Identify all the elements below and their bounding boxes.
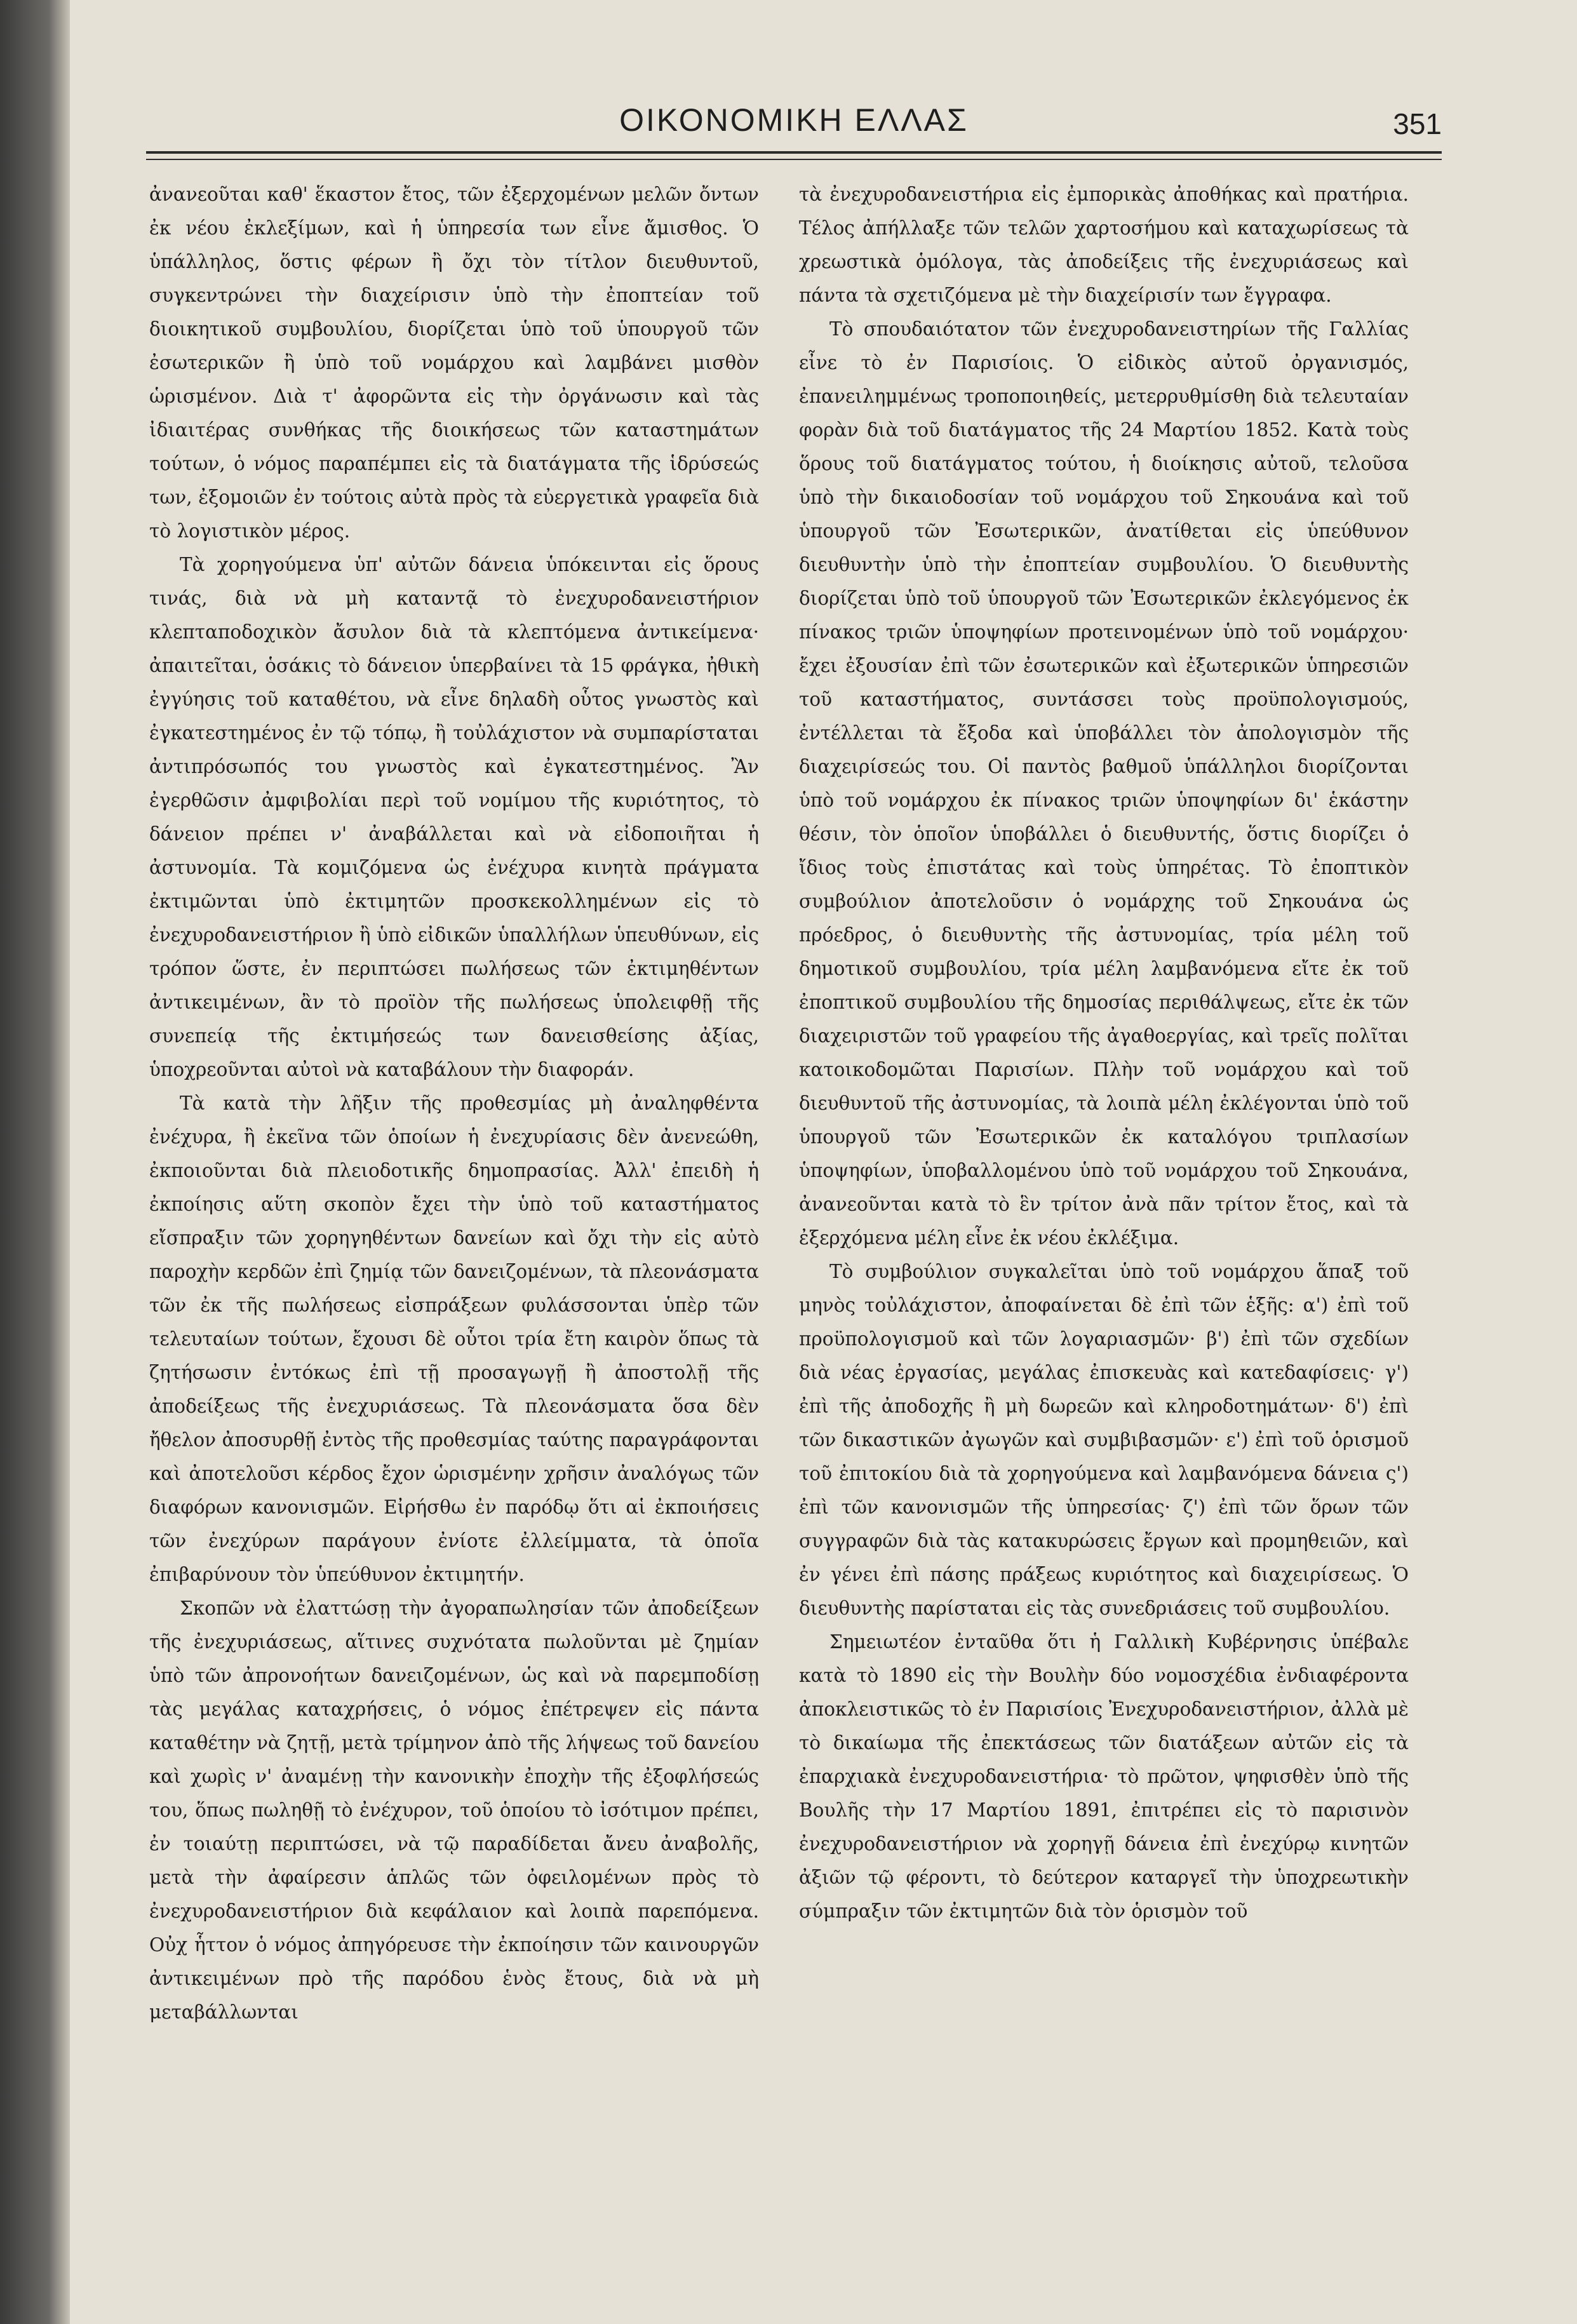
paragraph: Τὸ σπουδαιότατον τῶν ἐνεχυροδανειστηρίων τῆς Γαλλίας εἶνε τὸ ἐν Παρισίοις. Ὁ εἰδικὸς αὐτοῦ ὀργανισμός, ἐπανειλημμένως τροποποιηθείς, μετερρυθμίσθη διὰ τελευταίαν φορὰν διὰ τοῦ διατάγματος τῆς 24 Μαρτίου 1852. Κατὰ τοὺς ὅρους τοῦ διατάγματος τούτου, ἡ διοίκησις αὐτοῦ, τελοῦσα ὑπὸ τὴν δικαιοδοσίαν τοῦ νομάρχου τοῦ Σηκουάνα καὶ τοῦ ὑπουργοῦ τῶν Ἐσωτερικῶν, ἀνατίθεται εἰς ὑπεύθυνον διευθυντὴν ὑπὸ τὴν ἐποπτείαν συμβουλίου. Ὁ διευθυντὴς διορίζεται ὑπὸ τοῦ ὑπουργοῦ τῶν Ἐσωτερικῶν ἐκλεγόμενος ἐκ πίνακος τριῶν ὑποψηφίων προτεινομένων ὑπὸ τοῦ νομάρχου· ἔχει ἐξουσίαν ἐπὶ τῶν ἐσωτερικῶν καὶ ἐξωτερικῶν ὑπηρεσιῶν τοῦ καταστήματος, συντάσσει τοὺς προϋπολογισμούς, ἐντέλλεται τὰ ἔξοδα καὶ ὑποβάλλει τὸν ἀπολογισμὸν τῆς διαχειρίσεώς του. Οἱ παντὸς βαθμοῦ ὑπάλληλοι διορίζονται ὑπὸ τοῦ νομάρχου ἐκ πίνακος τριῶν ὑποψηφίων δι' ἑκάστην θέσιν, τὸν ὁποῖον ὑποβάλλει ὁ διευθυντής, ὅστις διορίζει ὁ ἴδιος τοὺς ἐπιστάτας καὶ τοὺς ὑπηρέτας. Τὸ ἐποπτικὸν συμβούλιον ἀποτελοῦσιν ὁ νομάρχης τοῦ Σηκουάνα ὡς πρόεδρος, ὁ διευθυντὴς τῆς ἀστυνομίας, τρία μέλη τοῦ δημοτικοῦ συμβουλίου, τρία μέλη λαμβανόμενα εἴτε ἐκ τοῦ ἐποπτικοῦ συμβουλίου τῆς δημοσίας περιθάλψεως, εἴτε ἐκ τῶν διαχειριστῶν τοῦ γραφείου τῆς ἀγαθοεργίας, καὶ τρεῖς πολῖται κατοικοδομῶται Παρισίων. Πλὴν τοῦ νομάρχου καὶ τοῦ διευθυντοῦ τῆς ἀστυνομίας, τὰ λοιπὰ μέλη ἐκλέγονται ὑπὸ τοῦ ὑπουργοῦ τῶν Ἐσωτερικῶν ἐκ καταλόγου τριπλασίων ὑποψηφίων, ὑποβαλλομένου ὑπὸ τοῦ νομάρχου τοῦ Σηκουάνα, ἀνανεοῦνται κατὰ τὸ ἓν τρίτον ἀνὰ πᾶν τρίτον ἔτος, καὶ τὰ ἐξερχόμενα μέλη εἶνε ἐκ νέου ἐκλέξιμα. xyxy=(799,318,1409,1249)
header-rule-thin xyxy=(146,159,1442,160)
paragraph: Τὰ χορηγούμενα ὑπ' αὐτῶν δάνεια ὑπόκεινται εἰς ὅρους τινάς, διὰ νὰ μὴ καταντᾷ τὸ ἐνεχυροδανειστήριον κλεπταποδοχικὸν ἄσυλον διὰ τὰ κλεπτόμενα ἀντικείμενα· ἀπαιτεῖται, ὁσάκις τὸ δάνειον ὑπερβαίνει τὰ 15 φράγκα, ἠθικὴ ἐγγύησις τοῦ καταθέτου, νὰ εἶνε δηλαδὴ οὗτος γνωστὸς καὶ ἐγκατεστημένος ἐν τῷ τόπῳ, ἢ τοὐλάχιστον νὰ συμπαρίσταται ἀντιπρόσωπός του γνωστὸς καὶ ἐγκατεστημένος. Ἂν ἐγερθῶσιν ἀμφιβολίαι περὶ τοῦ νομίμου τῆς κυριότητος, τὸ δάνειον πρέπει ν' ἀναβάλλεται καὶ νὰ εἰδοποιῆται ἡ ἀστυνομία. Τὰ κομιζόμενα ὡς ἐνέχυρα κινητὰ πράγματα ἐκτιμῶνται ὑπὸ ἐκτιμητῶν προσκεκολλημένων εἰς τὸ ἐνεχυροδανειστήριον ἢ ὑπὸ εἰδικῶν ὑπαλλήλων ὑπευθύνων, εἰς τρόπον ὥστε, ἐν περιπτώσει πωλήσεως τῶν ἐκτιμηθέντων ἀντικειμένων, ἂν τὸ προϊὸν τῆς πωλήσεως ὑπολειφθῇ τῆς συνεπείᾳ τῆς ἐκτιμήσεώς των δανεισθείσης ἀξίας, ὑποχρεοῦνται αὐτοὶ νὰ καταβάλουν τὴν διαφοράν. xyxy=(149,554,759,1080)
paragraph: ἀνανεοῦται καθ' ἕκαστον ἔτος, τῶν ἐξερχομένων μελῶν ὄντων ἐκ νέου ἐκλεξίμων, καὶ ἡ ὑπηρεσία των εἶνε ἄμισθος. Ὁ ὑπάλληλος, ὅστις φέρων ἢ ὄχι τὸν τίτλον διευθυντοῦ, συγκεντρώνει τὴν διαχείρισιν ὑπὸ τὴν ἐποπτείαν τοῦ διοικητικοῦ συμβουλίου, διορίζεται ὑπὸ τοῦ ὑπουργοῦ τῶν ἐσωτερικῶν ἢ ὑπὸ τοῦ νομάρχου καὶ λαμβάνει μισθὸν ὡρισμένον. Διὰ τ' ἀφορῶντα εἰς τὴν ὀργάνωσιν καὶ τὰς ἰδιαιτέρας συνθήκας τῆς διοικήσεως τῶν καταστημάτων τούτων, ὁ νόμος παραπέμπει εἰς τὰ διατάγματα τῆς ἱδρύσεώς των, ἐξομοιῶν ἐν τούτοις αὐτὰ πρὸς τὰ εὐεργετικὰ γραφεῖα διὰ τὸ λογιστικὸν μέρος. xyxy=(149,184,759,542)
journal-title: ΟΙΚΟΝΟΜΙΚΗ ΕΛΛΑΣ xyxy=(619,102,969,138)
paragraph: Σημειωτέον ἐνταῦθα ὅτι ἡ Γαλλικὴ Κυβέρνησις ὑπέβαλε κατὰ τὸ 1890 εἰς τὴν Βουλὴν δύο νομοσχέδια ἐνδιαφέροντα ἀποκλειστικῶς τὸ ἐν Παρισίοις Ἐνεχυροδανειστήριον, ἀλλὰ μὲ τὸ δικαίωμα τῆς ἐπεκτάσεως τῶν διατάξεων αὐτῶν εἰς τὰ ἐπαρχιακὰ ἐνεχυροδανειστήρια· τὸ πρῶτον, ψηφισθὲν ὑπὸ τῆς Βουλῆς τὴν 17 Μαρτίου 1891, ἐπιτρέπει εἰς τὸ παρισινὸν ἐνεχυροδανειστήριον νὰ χορηγῇ δάνεια ἐπὶ ἐνεχύρῳ κινητῶν ἀξιῶν τῷ φέροντι, τὸ δεύτερον καταργεῖ τὴν ὑποχρεωτικὴν σύμπραξιν τῶν ἐκτιμητῶν διὰ τὸν ὁρισμὸν τοῦ xyxy=(799,1631,1409,1922)
page-binding-shadow xyxy=(0,0,70,2324)
left-column xyxy=(149,178,759,2029)
paragraph: Σκοπῶν νὰ ἐλαττώσῃ τὴν ἀγοραπωλησίαν τῶν ἀποδείξεων τῆς ἐνεχυριάσεως, αἵτινες συχνότατα πωλοῦνται μὲ ζημίαν ὑπὸ τῶν ἀπρονοήτων δανειζομένων, ὡς καὶ νὰ παρεμποδίσῃ τὰς μεγάλας καταχρήσεις, ὁ νόμος ἐπέτρεψεν εἰς πάντα καταθέτην νὰ ζητῇ, μετὰ τρίμηνον ἀπὸ τῆς λήψεως τοῦ δανείου καὶ χωρὶς ν' ἀναμένῃ τὴν κανονικὴν ἐποχὴν τῆς ἐξοφλήσεώς του, ὅπως πωληθῇ τὸ ἐνέχυρον, τοῦ ὁποίου τὸ ἰσότιμον πρέπει, ἐν τοιαύτῃ περιπτώσει, νὰ τῷ παραδίδεται ἄνευ ἀναβολῆς, μετὰ τὴν ἀφαίρεσιν ἁπλῶς τῶν ὀφειλομένων πρὸς τὸ ἐνεχυροδανειστήριον διὰ κεφάλαιον καὶ λοιπὰ παρεπόμενα. Οὐχ ἧττον ὁ νόμος ἀπηγόρευσε τὴν ἐκποίησιν τῶν καινουργῶν ἀντικειμένων πρὸ τῆς παρόδου ἑνὸς ἔτους, διὰ νὰ μὴ μεταβάλλωνται xyxy=(149,1597,759,2023)
paragraph: Τὰ κατὰ τὴν λῆξιν τῆς προθεσμίας μὴ ἀναληφθέντα ἐνέχυρα, ἢ ἐκεῖνα τῶν ὁποίων ἡ ἐνεχυρίασις δὲν ἀνενεώθη, ἐκποιοῦνται διὰ πλειοδοτικῆς δημοπρασίας. Ἀλλ' ἐπειδὴ ἡ ἐκποίησις αὕτη σκοπὸν ἔχει τὴν ὑπὸ τοῦ καταστήματος εἴσπραξιν τῶν χορηγηθέντων δανείων καὶ ὄχι τὴν εἰς αὐτὸ παροχὴν κερδῶν ἐπὶ ζημίᾳ τῶν δανειζομένων, τὰ πλεονάσματα τῶν ἐκ τῆς πωλήσεως εἰσπράξεων φυλάσσονται ὑπὲρ τῶν τελευταίων τούτων, ἔχουσι δὲ οὗτοι τρία ἔτη καιρὸν ὅπως τὰ ζητήσωσιν ἐντόκως ἐπὶ τῇ προσαγωγῇ ἢ ἀποστολῇ τῆς ἀποδείξεως τῆς ἐνεχυριάσεως. Τὰ πλεονάσματα ὅσα δὲν ἤθελον ἀποσυρθῇ ἐντὸς τῆς προθεσμίας ταύτης παραγράφονται καὶ ἀποτελοῦσι κέρδος ἔχον ὡρισμένην χρῆσιν ἀναλόγως τῶν διαφόρων κανονισμῶν. Εἰρήσθω ἐν παρόδῳ ὅτι αἱ ἐκποιήσεις τῶν ἐνεχύρων παράγουν ἐνίοτε ἐλλείμματα, τὰ ὁποῖα ἐπιβαρύνουν τὸν ὑπεύθυνον ἐκτιμητήν. xyxy=(149,1092,759,1585)
paragraph: Τὸ συμβούλιον συγκαλεῖται ὑπὸ τοῦ νομάρχου ἅπαξ τοῦ μηνὸς τοὐλάχιστον, ἀποφαίνεται δὲ ἐπὶ τῶν ἑξῆς: α') ἐπὶ τοῦ προϋπολογισμοῦ καὶ τῶν λογαριασμῶν· β') ἐπὶ τῶν σχεδίων διὰ νέας ἐργασίας, μεγάλας ἐπισκευὰς καὶ κατεδαφίσεις· γ') ἐπὶ τῆς ἀποδοχῆς ἢ μὴ δωρεῶν καὶ κληροδοτημάτων· δ') ἐπὶ τῶν δικαστικῶν ἀγωγῶν καὶ συμβιβασμῶν· ε') ἐπὶ τοῦ ὁρισμοῦ τοῦ ἐπιτοκίου διὰ τὰ χορηγούμενα καὶ λαμβανόμενα δάνεια ς') ἐπὶ τῶν κανονισμῶν τῆς ὑπηρεσίας· ζ') ἐπὶ τῶν ὅρων τῶν συγγραφῶν διὰ τὰς κατακυρώσεις ἔργων καὶ προμηθειῶν, καὶ ἐν γένει ἐπὶ πάσης πράξεως κυριότητος καὶ διαχειρίσεως. Ὁ διευθυντὴς παρίσταται εἰς τὰς συνεδριάσεις τοῦ συμβουλίου. xyxy=(799,1261,1409,1619)
header-rule xyxy=(146,151,1442,154)
running-header xyxy=(146,89,1442,146)
right-column xyxy=(799,178,1409,1928)
paragraph: τὰ ἐνεχυροδανειστήρια εἰς ἐμπορικὰς ἀποθήκας καὶ πρατήρια. Τέλος ἀπήλλαξε τῶν τελῶν χαρτοσήμου καὶ καταχωρίσεως τὰ χρεωστικὰ ὁμόλογα, τὰς ἀποδείξεις τῆς ἐνεχυριάσεως καὶ πάντα τὰ σχετιζόμενα μὲ τὴν διαχείρισίν των ἔγγραφα. xyxy=(799,184,1409,306)
page-number: 351 xyxy=(1393,107,1442,140)
